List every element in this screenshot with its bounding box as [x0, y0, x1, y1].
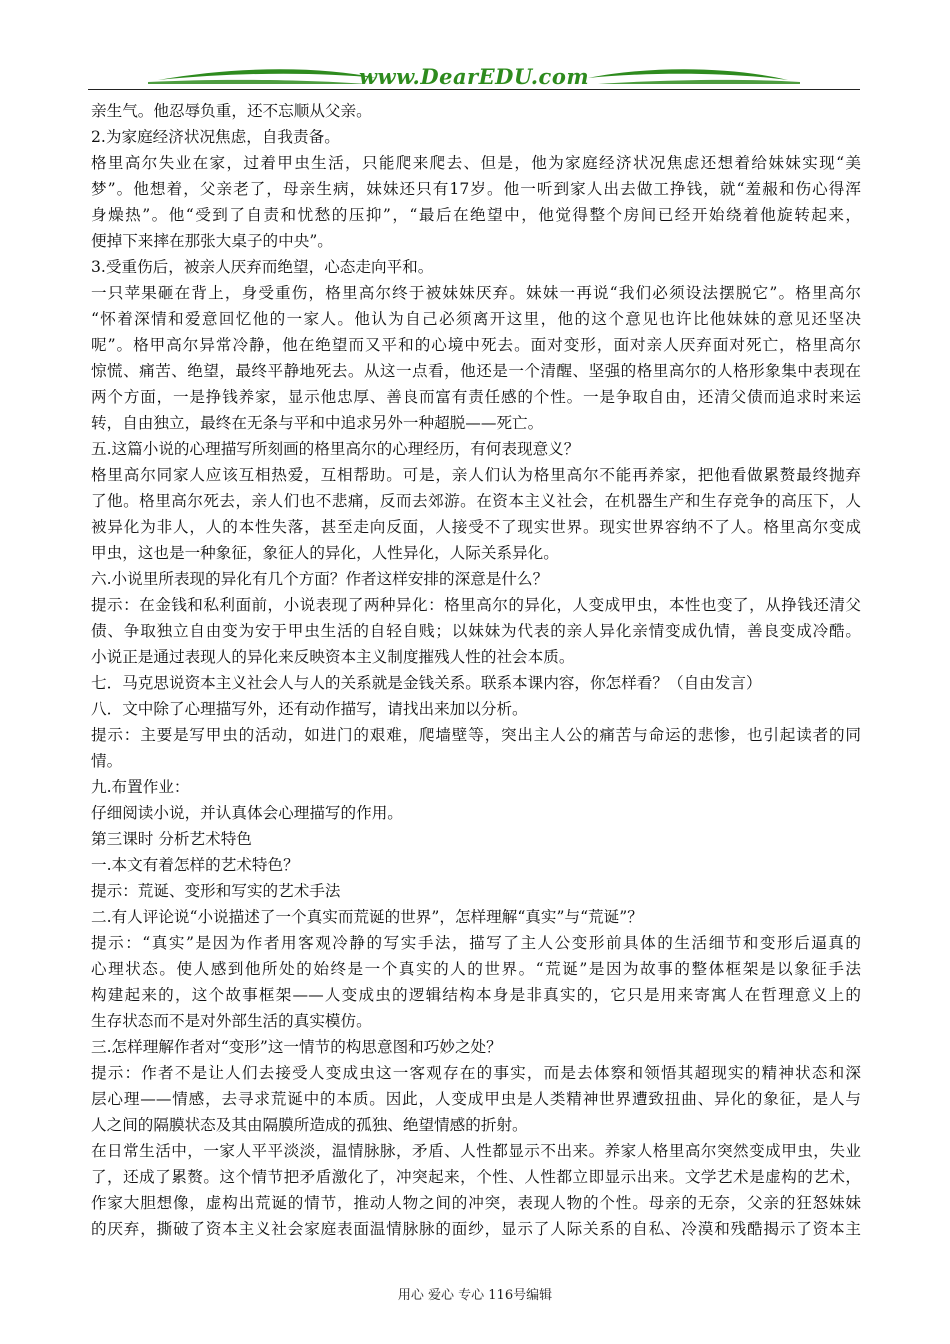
text-line: 小说正是通过表现人的异化来反映资本主义制度摧残人性的社会本质。: [91, 648, 575, 666]
text-line: 三.怎样理解作者对“变形”这一情节的构思意图和巧妙之处？: [91, 1038, 502, 1056]
text-line: 提示：作者不是让人们去接受人变成虫这一客观存在的事实，而是去体察和领悟其超现实的精神状态和深: [91, 1064, 861, 1082]
text-line: 二.有人评论说“小说描述了一个真实而荒诞的世界”，怎样理解“真实”与“荒诞”？: [91, 908, 643, 926]
text-line: 便掉下来摔在那张大桌子的中央”。: [91, 232, 333, 250]
text-line: 债、争取独立自由变为安于甲虫生活的自轻自贱；以妹妹为代表的亲人异化亲情变成仇情，善良变成冷酷。: [91, 622, 861, 640]
text-line: 格里高尔失业在家，过着甲虫生活，只能爬来爬去、但是，他为家庭经济状况焦虑还想着给妹妹实现“美: [91, 154, 861, 172]
site-logo-text: www.DearEDU.com: [358, 64, 590, 89]
text-line: 一.本文有着怎样的艺术特色？: [91, 856, 299, 874]
text-line: 两个方面，一是挣钱养家，显示他忠厚、善良而富有责任感的个性。一是争取自由，还清父债而追求时来运: [91, 388, 861, 406]
text-line: 转，自由独立，最终在无条与平和中追求另外一种超脱——死亡。: [91, 414, 544, 432]
text-line: 构建起来的，这个故事框架——人变成虫的逻辑结构本身是非真实的，它只是用来寄寓人在哲理意义上的: [91, 986, 861, 1004]
text-line: 了他。格里高尔死去，亲人们也不悲痛，反而去郊游。在资本主义社会，在机器生产和生存竞争的高压下，人: [91, 492, 861, 510]
page-footer: 用心 爱心 专心 116号编辑: [397, 1288, 553, 1303]
text-line: 一只苹果砸在背上，身受重伤，格里高尔终于被妹妹厌弃。妹妹一再说“我们必须设法摆脱它”。格里高尔: [91, 284, 861, 302]
text-line: 格里高尔同家人应该互相热爱，互相帮助。可是，亲人们认为格里高尔不能再养家，把他看做累赘最终抛弃: [91, 466, 861, 484]
text-line: 亲生气。他忍辱负重，还不忘顺从父亲。: [91, 102, 372, 120]
text-line: 提示：主要是写甲虫的活动，如进门的艰难，爬墙壁等，突出主人公的痛苦与命运的悲惨，也引起读者的同: [91, 726, 861, 744]
text-line: 呢”。格甲高尔异常冷静，他在绝望而又平和的心境中死去。面对变形，面对亲人厌弃面对死亡，格里高尔: [91, 336, 861, 354]
text-line: 作家大胆想像，虚构出荒诞的情节，推动人物之间的冲突，表现人物的个性。母亲的无奈，父亲的狂怒妹妹: [91, 1194, 861, 1212]
text-line: 提示：在金钱和私利面前，小说表现了两种异化：格里高尔的异化，人变成甲虫，本性也变了，从挣钱还清父: [91, 596, 861, 614]
text-line: 情。: [91, 752, 123, 770]
text-line: 六.小说里所表现的异化有几个方面？作者这样安排的深意是什么？: [91, 570, 549, 588]
text-line: “怀着深情和爱意回忆他的一家人。他认为自己必须离开这里，他的这个意见也许比他妹妹的意见还坚决: [91, 310, 861, 328]
text-line: 在日常生活中，一家人平平淡淡，温情脉脉，矛盾、人性都显示不出来。养家人格里高尔突然变成甲虫，失业: [91, 1142, 861, 1160]
text-line: 2.为家庭经济状况焦虑，自我责备。: [91, 128, 340, 146]
text-line: 层心理——情感，去寻求荒诞中的本质。因此，人变成甲虫是人类精神世界遭致扭曲、异化的象征，是人与: [91, 1090, 861, 1108]
text-line: 惊慌、痛苦、绝望，最终平静地死去。从这一点看，他还是一个清醒、坚强的格里高尔的人格形象集中表现在: [91, 362, 861, 380]
text-line: 仔细阅读小说，并认真体会心理描写的作用。: [91, 804, 403, 822]
text-line: 第三课时 分析艺术特色: [91, 830, 252, 848]
text-line: 七．马克思说资本主义社会人与人的关系就是金钱关系。联系本课内容，你怎样看？（自由发言）: [91, 674, 762, 692]
text-line: 五.这篇小说的心理描写所刻画的格里高尔的心理经历，有何表现意义？: [91, 440, 580, 458]
text-line: 提示：“真实”是因为作者用客观冷静的写实手法，描写了主人公变形前具体的生活细节和变形后逼真的: [91, 934, 861, 952]
text-line: 八．文中除了心理描写外，还有动作描写，请找出来加以分析。: [91, 700, 528, 718]
text-line: 提示：荒诞、变形和写实的艺术手法: [91, 882, 341, 900]
text-line: 九.布置作业：: [91, 778, 190, 796]
text-line: 梦”。他想着，父亲老了，母亲生病，妹妹还只有17岁。他一听到家人出去做工挣钱，就“羞赧和伤心得浑: [91, 180, 861, 198]
text-line: 人之间的隔膜状态及其由隔膜所造成的孤独、绝望情感的折射。: [91, 1116, 528, 1134]
text-line: 3.受重伤后，被亲人厌弃而绝望，心态走向平和。: [91, 258, 434, 276]
text-line: 的厌弃，撕破了资本主义社会家庭表面温情脉脉的面纱，显示了人际关系的自私、冷漠和残酷揭示了资本主: [91, 1220, 861, 1238]
text-line: 身燥热”。他“受到了自责和忧愁的压抑”，“最后在绝望中，他觉得整个房间已经开始绕着他旋转起来，: [91, 206, 861, 224]
text-line: 了，还成了累赘。这个情节把矛盾激化了，冲突起来，个性、人性都立即显示出来。文学艺术是虚构的艺术，: [91, 1168, 861, 1186]
text-line: 心理状态。使人感到他所处的始终是一个真实的人的世界。“荒诞”是因为故事的整体框架是以象征手法: [91, 960, 861, 978]
text-line: 被异化为非人，人的本性失落，甚至走向反面，人接受不了现实世界。现实世界容纳不了人。格里高尔变成: [91, 518, 861, 536]
text-line: 生存状态而不是对外部生活的真实模仿。: [91, 1012, 372, 1030]
document-body: [91, 98, 861, 1242]
text-line: 甲虫，这也是一种象征，象征人的异化，人性异化，人际关系异化。: [91, 544, 559, 562]
header-divider: [88, 89, 860, 90]
